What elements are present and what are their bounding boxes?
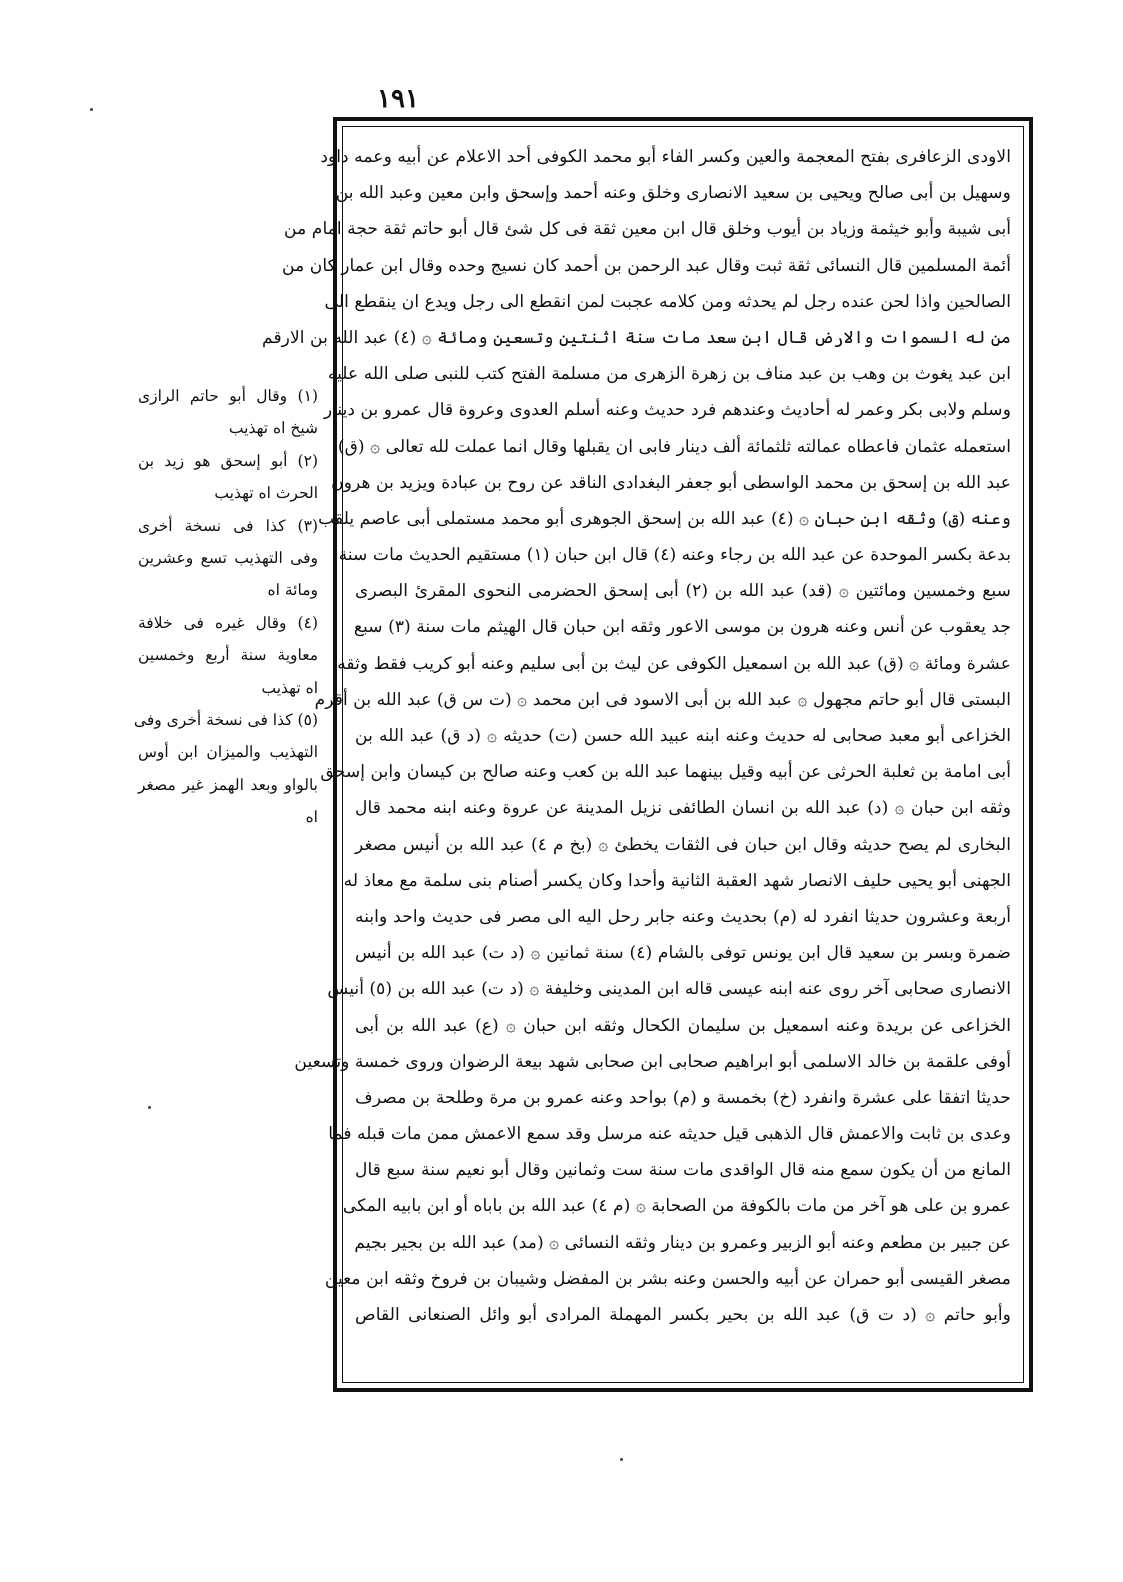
text-line: مصغر القيسى أبو حمران عن أبيه والحسن وعنه بشر بن المفضل وشيبان بن فروخ وثقه ابن معين	[324, 1268, 1011, 1289]
footnote-line: معاوية سنة أربع وخمسين	[138, 646, 318, 665]
text-line: وسلم ولابى بكر وعمر له أحاديث وعندهم فرد حديث وعنه أسلم العدوى وعروة قال عمرو بن دينار	[323, 400, 1011, 421]
footnote-line: وفى التهذيب تسع وعشرين	[138, 548, 318, 567]
text-line: أبى امامة بن ثعلبة الحرثى عن أبيه وقيل بينهما عبد الله بن كعب وعنه صالح بن كيسان وابن إسحق	[320, 762, 1011, 783]
text-line: الجهنى أبو يحيى حليف الانصار شهد العقبة الثانية وأحدا وكان يكسر أصنام بنى سلمة مع معاذ له	[343, 870, 1011, 891]
footnote-line: (١) وقال أبو حاتم الرازى	[138, 387, 318, 405]
text-line: البخارى لم يصح حديثه وقال ابن حبان فى الثقات يخطئ ۞ (بخ م ٤) عبد الله بن أنيس مصغر	[355, 834, 1011, 855]
footnote-line: (٤) وقال غيره فى خلافة	[138, 613, 318, 632]
footnote-line: اه تهذيب	[261, 678, 318, 697]
scan-speck	[620, 1458, 623, 1461]
text-line: عشرة ومائة ۞ (ق) عبد الله بن اسمعيل الكوفى عن ليث بن أبى سليم وعنه أبو كريب فقط وثقه	[337, 653, 1011, 674]
text-line: وعنه (ق) وثقه ابن حبان ۞ (٤) عبد الله بن إسحق الجوهرى أبو محمد مستملى أبى عاصم يلقب	[318, 508, 1011, 529]
margin-footnotes	[133, 380, 318, 833]
footnote-line: الحرث اه تهذيب	[214, 484, 318, 503]
text-line: أوفى علقمة بن خالد الاسلمى أبو ابراهيم صحابى ابن صحابى شهد بيعة الرضوان وروى خمسة وتسعين	[294, 1051, 1011, 1072]
footnote-line: اه	[305, 808, 318, 827]
text-line: الاودى الزعافرى بفتح المعجمة والعين وكسر الفاء أبو محمد الكوفى أحد الاعلام عن أبيه وعمه داود	[320, 147, 1011, 167]
footnote-line: التهذيب والميزان ابن أوس	[138, 743, 318, 762]
text-line: وثقه ابن حبان ۞ (د) عبد الله بن انسان الطائفى نزيل المدينة عن عروة وعنه ابنه محمد قال	[355, 798, 1011, 819]
text-line: بدعة بكسر الموحدة عن عبد الله بن رجاء وعنه (٤) قال ابن حبان (١) مستقيم الحديث مات سنة	[338, 545, 1011, 566]
text-line: الانصارى صحابى آخر روى عنه ابنه عيسى قاله ابن المدينى وخليفة ۞ (د ت) عبد الله بن (٥) أنيس	[327, 979, 1011, 1000]
text-line: من له السموات والارض قال ابن سعد مات سنة اثنتين وتسعين ومائة ۞ (٤) عبد الله بن الارقم	[262, 327, 1011, 348]
text-line: جد يعقوب عن أنس وعنه هرون بن موسى الاعور وثقه ابن حبان قال الهيثم مات سنة (٣) سبع	[353, 617, 1011, 638]
text-line: أبى شيبة وأبو خيثمة وزياد بن أيوب وخلق قال ابن معين ثقة فى كل شئ قال أبو حاتم ثقة حجة امام من	[284, 219, 1011, 240]
text-line: وأبو حاتم ۞ (د ت ق) عبد الله بن بحير بكسر المهملة المرادى أبو وائل الصنعانى القاص	[355, 1305, 1011, 1325]
footnote-line: ومائة اه	[267, 581, 318, 600]
text-line: المانع من أن يكون سمع منه قال الواقدى مات سنة ست وثمانين وقال أبو نعيم سنة سبع قال	[355, 1160, 1011, 1181]
footnote-line: بالواو وبعد الهمز غير مصغر	[138, 775, 318, 794]
text-line: وسهيل بن أبى صالح ويحيى بن سعيد الانصارى وخلق وعنه أحمد وإسحق وابن معين وعبد الله بن	[335, 183, 1011, 204]
text-line: الخزاعى أبو معبد صحابى له حديث وعنه ابنه عبيد الله حسن (ت) حديثه ۞ (د ق) عبد الله بن	[355, 726, 1011, 746]
text-line: الصالحين واذا لحن عنده رجل لم يحدثه ومن كلامه عجبت لمن انقطع الى رجل ويدع ان ينقطع الى	[324, 291, 1011, 312]
text-line: عمرو بن على هو آخر من مات بالكوفة من الصحابة ۞ (م ٤) عبد الله بن باباه أو ابن بابيه المكى	[342, 1196, 1011, 1217]
text-line: عن جبير بن مطعم وعنه أبو الزبير وعمرو بن دينار وثقه النسائى ۞ (مد) عبد الله بن بجير بجيم	[354, 1232, 1011, 1253]
page-number: ١٩١	[377, 84, 419, 114]
footnote-line: (٢) أبو إسحق هو زيد بن	[138, 451, 318, 470]
text-line: ابن عبد يغوث بن وهب بن عبد مناف بن زهرة الزهرى من مسلمة الفتح كتب للنبى صلى الله عليه	[327, 364, 1011, 385]
text-line: استعمله عثمان فاعطاه عمالته ثلثمائة ألف دينار فابى ان يقبلها وقال انما عملت لله تعالى ۞ (ق)	[337, 436, 1011, 457]
text-line: حديثا اتفقا على عشرة وانفرد (خ) بخمسة و (م) بواحد وعنه عمرو بن مرة وطلحة بن مصرف	[355, 1087, 1011, 1108]
text-line	[355, 1333, 1011, 1369]
text-line: عبد الله بن إسحق بن محمد الواسطى أبو جعفر البغدادى الناقد عن روح بن عبادة ويزيد بن هرون	[331, 472, 1011, 493]
footnote-line: (٥) كذا فى نسخة أخرى وفى	[133, 710, 318, 729]
text-line: ضمرة وبسر بن سعيد قال ابن يونس توفى بالشام (٤) سنة ثمانين ۞ (د ت) عبد الله بن أنيس	[355, 943, 1011, 964]
text-line: أربعة وعشرون حديثا انفرد له (م) بحديث وعنه جابر رحل اليه الى مصر فى حديث واحد وابنه	[355, 906, 1011, 927]
footnote-line: شيخ اه تهذيب	[228, 419, 318, 438]
footnote-line: (٣) كذا فى نسخة أخرى	[138, 516, 318, 535]
text-line: أئمة المسلمين قال النسائى ثقة ثبت وقال عبد الرحمن بن أحمد كان نسيج وحده وقال ابن عمار كان من	[282, 255, 1011, 276]
text-line: وعدى بن ثابت والاعمش قال الذهبى قيل حديثه عنه مرسل وقد سمع الاعمش ممن مات قبله فما	[328, 1124, 1011, 1145]
scan-speck	[90, 108, 93, 111]
text-line: سبع وخمسين ومائتين ۞ (قد) عبد الله بن (٢) أبى إسحق الحضرمى النحوى المقرئ البصرى	[355, 581, 1011, 602]
text-line: البستى قال أبو حاتم مجهول ۞ عبد الله بن أبى الاسود فى ابن محمد ۞ (ت س ق) عبد الله بن أقرم	[314, 689, 1011, 710]
scan-speck	[148, 1106, 151, 1109]
text-line: الخزاعى عن بريدة وعنه اسمعيل بن سليمان الكحال وثقه ابن حبان ۞ (ع) عبد الله بن أبى	[355, 1015, 1011, 1036]
